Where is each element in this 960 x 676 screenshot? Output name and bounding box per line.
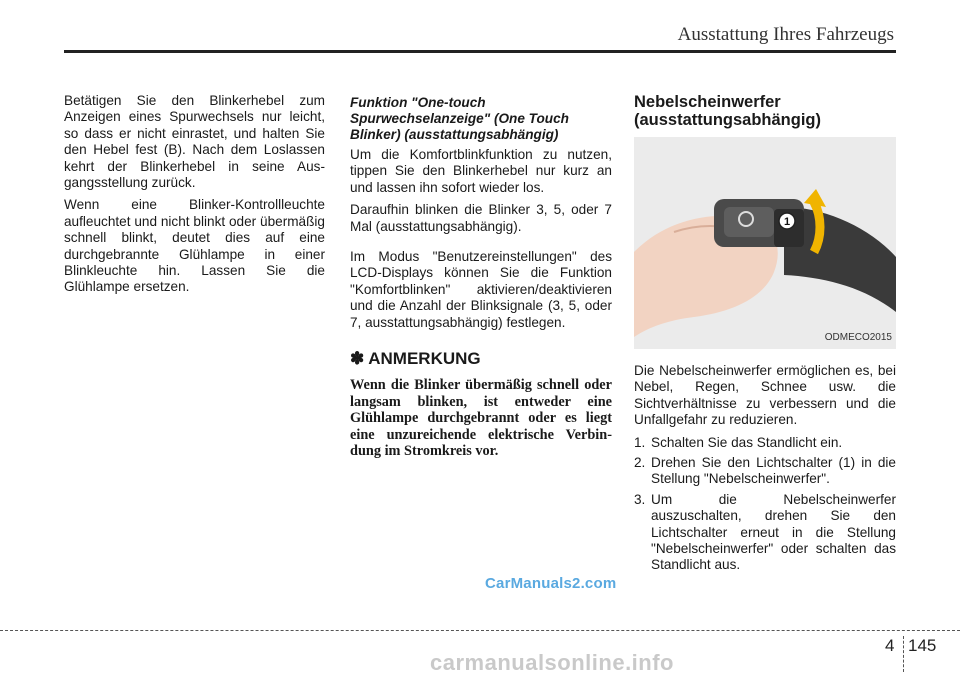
footer-rule [0,630,960,631]
step-number: 3. [634,491,646,507]
header-rule [64,50,896,53]
chapter-number: 4 [885,636,895,655]
note-heading [350,351,612,367]
callout-number: 1 [783,216,791,228]
fog-steps-list [634,435,896,574]
section-heading-one-touch: Funktion "One-touch Spurwechselanzeige" (One Touch Blinker) (ausstattungsabhängig) [350,95,569,142]
figure-code: ODMECO2015 [824,331,892,343]
paragraph-blink-count: Daraufhin blinken die Blinker 3, 5, oder 7 Mal (ausstattungsabhängig). [350,202,612,234]
list-item [634,435,896,451]
paragraph-one-touch-usage: Um die Komfortblinkfunktion zu nutzen, tippen Sie den Blinkerhebel nur kurz an und lassen ihn sofort wieder los. [350,147,612,195]
column-right [634,93,896,578]
list-item [634,492,896,574]
paragraph-lcd-settings: Im Modus "Benutzereinstellungen" des LCD-Displays können Sie die Funktion "Komfortblinken" aktivieren/deaktivieren und die Anzahl der Blinksignale (3, 5, oder 7, ausstattungsabhängig) festlegen. [350,249,612,330]
section-heading-fog-lights: Nebelscheinwerfer (ausstattungsabhängig) [634,93,822,129]
note-text: Wenn die Blinker übermäßig schnell oder langsam blinken, ist entweder eine Glühlampe durchgebrannt oder es liegt eine unzureichende elektrische Verbin-dung im Stromkreis vor. [350,377,612,460]
paragraph-fog-intro: Die Nebelscheinwerfer ermöglichen es, bei Nebel, Regen, Schnee usw. die Sichtverhältnisse zu verbessern und die Unfallgefahr zu reduzieren. [634,363,896,428]
step-number: 1. [634,434,646,450]
step-text: Drehen Sie den Lichtschalter (1) in die Stellung "Nebelscheinwerfer". [651,455,896,487]
paragraph-indicator-warning: Wenn eine Blinker-Kontrollleuchte aufleuchtet und nicht blinkt oder übermäßig schnell blinkt, deutet dies auf eine durchgebrannte Glühlampe in einer Blinkleuchte hin. Lassen Sie die Glühlampe ersetzen. [64,197,325,295]
fog-light-switch-figure [634,137,896,349]
page-number: 145 [908,636,937,655]
step-text: Um die Nebelscheinwerfer auszuschalten, drehen Sie den Lichtschalter erneut in die Stellung "Nebelscheinwerfer" oder schalten das Standlicht aus. [651,491,896,573]
step-text: Schalten Sie das Standlicht ein. [651,434,843,450]
paragraph-lane-change: Betätigen Sie den Blinkerhebel zum Anzeigen eines Spurwechsels nur leicht, so dass er nicht einrastet, und halten Sie den Hebel fest (B). Nach dem Loslassen kehrt der Blinkerhebel in seine Aus-gangsstellung zurück. [64,93,325,191]
column-middle [350,95,612,460]
page-divider [903,636,904,672]
note-heading-label: ANMERKUNG [368,349,481,369]
list-item [634,455,896,488]
note-star-icon: ✽ [350,349,365,369]
column-left [64,93,325,302]
fog-light-switch-illustration [634,137,896,349]
carmanuals-watermark-link[interactable]: CarManuals2.com [485,575,617,592]
header-title: Ausstattung Ihres Fahrzeugs [677,24,894,45]
footer-watermark: carmanualsonline.info [430,650,674,675]
step-number: 2. [634,455,646,471]
